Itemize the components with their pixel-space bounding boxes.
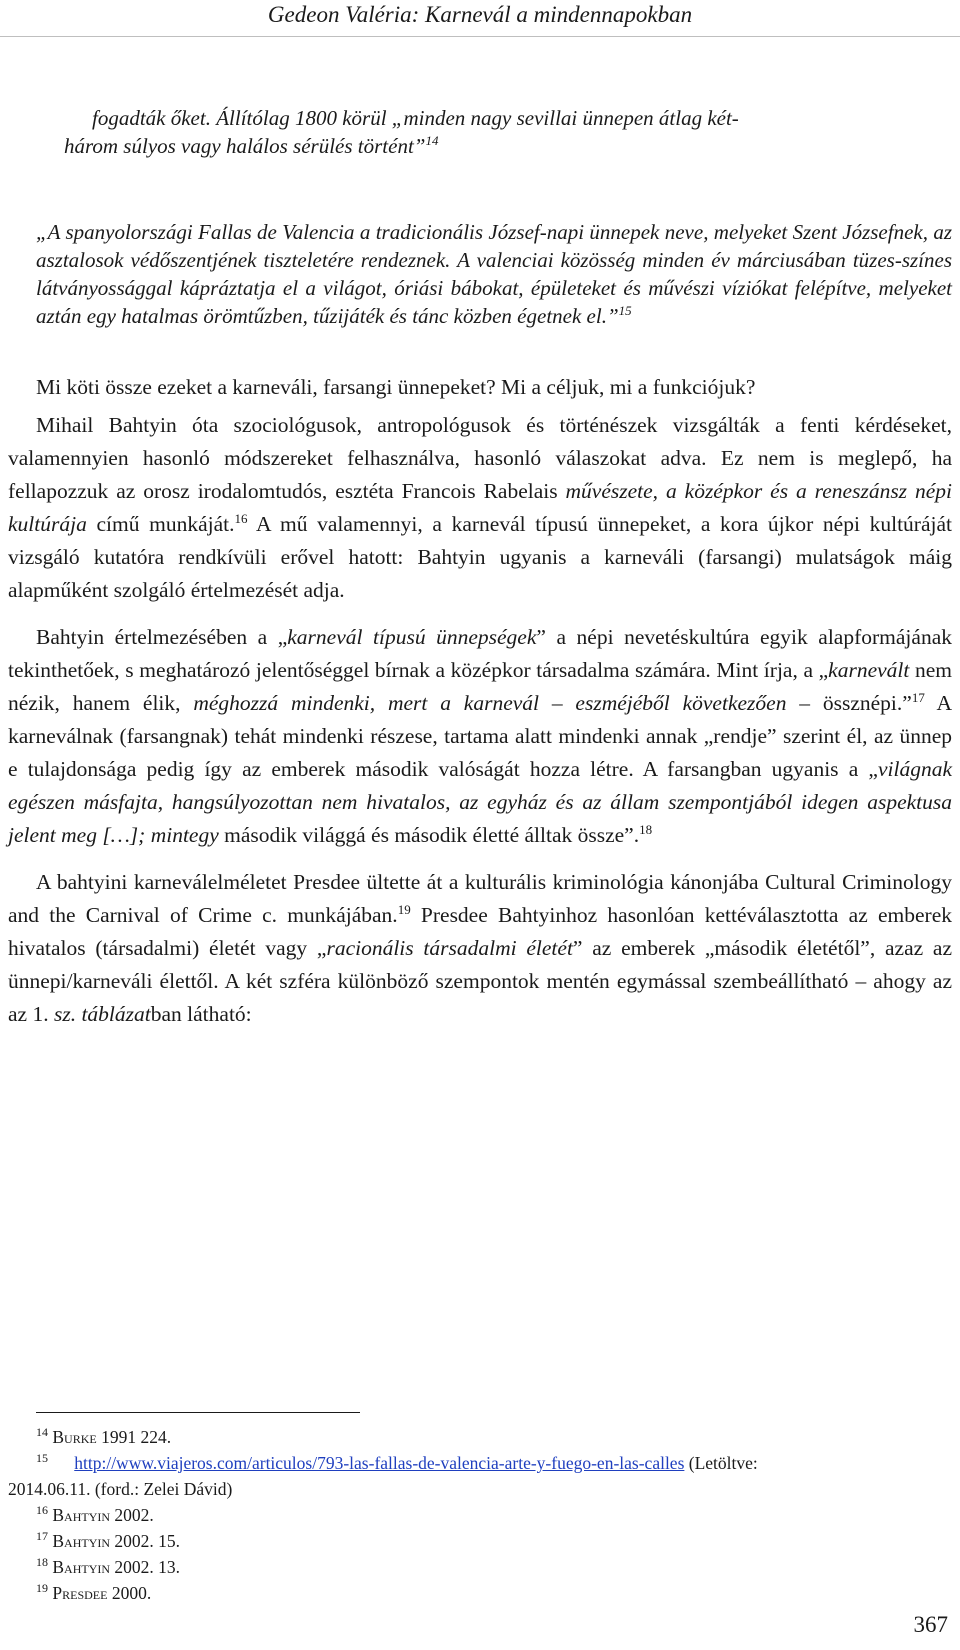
quote-block-2 (8, 218, 952, 330)
paragraph-4-text-b: Presdee Bahtyinhoz hasonlóan kettéválasztotta az emberek hivatalos (társadalmi) életét vagy „ (8, 903, 952, 960)
quote2-text: „A spanyolországi Fallas de Valencia a tradicionális József-napi ünnepek neve, melyeket Szent Józsefnek, az asztalosok védőszentjének tiszteletére rendeznek. A valenciai közösség minden év márciusában tüzes-színes látványossággal kápráztatja el a világot, óriási bábokat, épületeket és művészi víziókat felépítve, melyeket aztán egy hatalmas örömtűzben, tűzijáték és tánc közben égetnek el.” (36, 220, 952, 328)
footnote-17-number: 17 (36, 1529, 48, 1544)
paragraph-1-text: Mi köti össze ezeket a karneváli, farsangi ünnepeket? Mi a céljuk, mi a funkciójuk? (36, 375, 756, 399)
footnote-19-number: 19 (36, 1581, 48, 1596)
footnote-18 (8, 1554, 952, 1580)
footnote-ref-14[interactable]: 14 (425, 133, 439, 148)
footnote-15-number: 15 (36, 1451, 48, 1466)
paragraph-3-italic-i: világnak egészen másfajta, hangsúlyozottan nem hivatalos, az egyház és az állam szempontjából idegen aspektusa jelent meg […]; mintegy (8, 757, 952, 847)
footnote-separator (36, 1412, 360, 1413)
paragraph-3-text-c: ” a népi nevetéskultúra egyik alapformájának tekinthetőek, s meghatározó jelentőséggel bírnak a középkor társadalma számára. Mint írja, a „ (8, 625, 952, 682)
paragraph-4 (8, 866, 952, 1031)
footnote-19-text: Presdee 2000. (52, 1583, 152, 1603)
quote1-line1: Állítólag 1800 körül „minden nagy sevillai ünnepen átlag két- (216, 106, 739, 130)
footnote-17-text: Bahtyin 2002. 15. (52, 1531, 181, 1551)
paragraph-4-table-ref: sz. táblázat (53, 1002, 151, 1026)
quote1-line2: három súlyos vagy halálos sérülés történt” (64, 134, 426, 158)
running-header (0, 0, 960, 37)
page-number: 367 (913, 1612, 948, 1637)
footnote-14 (8, 1424, 952, 1450)
paragraph-2-text-c: című munkáját. (86, 512, 235, 536)
paragraph-1 (8, 371, 952, 404)
footnote-18-number: 18 (36, 1555, 48, 1570)
paragraph-3-italic-d: karnevált (828, 658, 910, 682)
footnote-ref-16[interactable]: 16 (234, 510, 248, 526)
footnote-14-text: Burke 1991 224. (52, 1427, 172, 1447)
paragraph-3-text-g: össznépi.” (810, 691, 912, 715)
quote-block-1 (8, 104, 952, 160)
page-body (8, 104, 952, 1031)
running-header-title: Gedeon Valéria: Karnevál a mindennapokban (267, 2, 693, 27)
paragraph-4-italic-c: racionális társadalmi életét (326, 936, 573, 960)
footnote-16-text: Bahtyin 2002. (52, 1505, 154, 1525)
paragraph-2 (8, 409, 952, 607)
paragraph-2-book-title: művészete, a középkor és a reneszánsz népi kultúrája (8, 479, 952, 536)
footnote-ref-15[interactable]: 15 (618, 303, 632, 318)
footnote-14-number: 14 (36, 1425, 48, 1440)
paragraph-3-text-e: nem nézik, hanem élik, (8, 658, 952, 715)
paragraph-4-text-d: ” az emberek „második életétől”, azaz az ünnepi/karneváli élettől. A két szféra különböző szempontok mentén egymással szembeállítható – ahogy az az 1. (8, 936, 953, 1026)
paragraph-3-italic-f: méghozzá mindenki, mert a karnevál – eszméjéből következően – (193, 691, 811, 715)
quote1-start: fogadták őket. (92, 106, 217, 130)
footnote-ref-18[interactable]: 18 (639, 821, 653, 837)
footnote-15-text-after: (Letöltve: (684, 1453, 758, 1473)
footnote-16-number: 16 (36, 1503, 48, 1518)
paragraph-3-italic-b: karnevál típusú ünnepségek (287, 625, 537, 649)
paragraph-4-text-a: A bahtyini karneválelméletet Presdee ültette át a kulturális kriminológia kánonjába Cultural Criminology and the Carnival of Crime c. munkájában. (8, 870, 952, 927)
paragraph-3-text-j: második világgá és második életté álltak össze”. (218, 823, 640, 847)
footnote-17 (8, 1528, 952, 1554)
footnote-15-continuation (8, 1476, 952, 1502)
footnote-15 (8, 1450, 952, 1476)
paragraph-2-text-a: Mihail Bahtyin óta szociológusok, antropológusok és történészek vizsgálták a fenti kérdéseket, valamennyien hasonló módszereket felhasználva, hasonló válaszokat adva. Ez nem is meglepő, ha fellapozzuk az orosz irodalomtudós, esztéta Francois Rabelais (8, 413, 952, 503)
paragraph-3-text-a: Bahtyin értelmezésében a „ (36, 625, 288, 649)
footnote-ref-19[interactable]: 19 (397, 901, 411, 917)
paragraph-4-text-f: ban látható: (150, 1002, 252, 1026)
footnote-16 (8, 1502, 952, 1528)
footnote-ref-17[interactable]: 17 (911, 689, 925, 705)
footnote-19 (8, 1580, 952, 1606)
footnote-18-text: Bahtyin 2002. 13. (52, 1557, 181, 1577)
paragraph-3 (8, 621, 952, 852)
paragraph-2-text-d: A mű valamennyi, a karnevál típusú ünnepeket, a kora újkor népi kultúráját vizsgáló kutatóra rendkívüli erővel hatott: Bahtyin ugyanis a karneváli (farsangi) mulatságok máig alapműként szolgáló értelmezését adja. (8, 512, 952, 602)
footnote-15-link[interactable]: http://www.viajeros.com/articulos/793-las-fallas-de-valencia-arte-y-fuego-en-las-calles (74, 1453, 685, 1473)
footnotes (8, 1424, 952, 1606)
footnote-15-continuation-text: 2014.06.11. (ford.: Zelei Dávid) (8, 1479, 233, 1499)
paragraph-3-text-h: A karneválnak (farsangnak) tehát mindenki részese, tartama alatt mindenki annak „rendje” szerint él, az ünnep e tulajdonsága pedig így az emberek második valóságát hozza létre. A farsangban ugyanis a „ (8, 691, 952, 781)
